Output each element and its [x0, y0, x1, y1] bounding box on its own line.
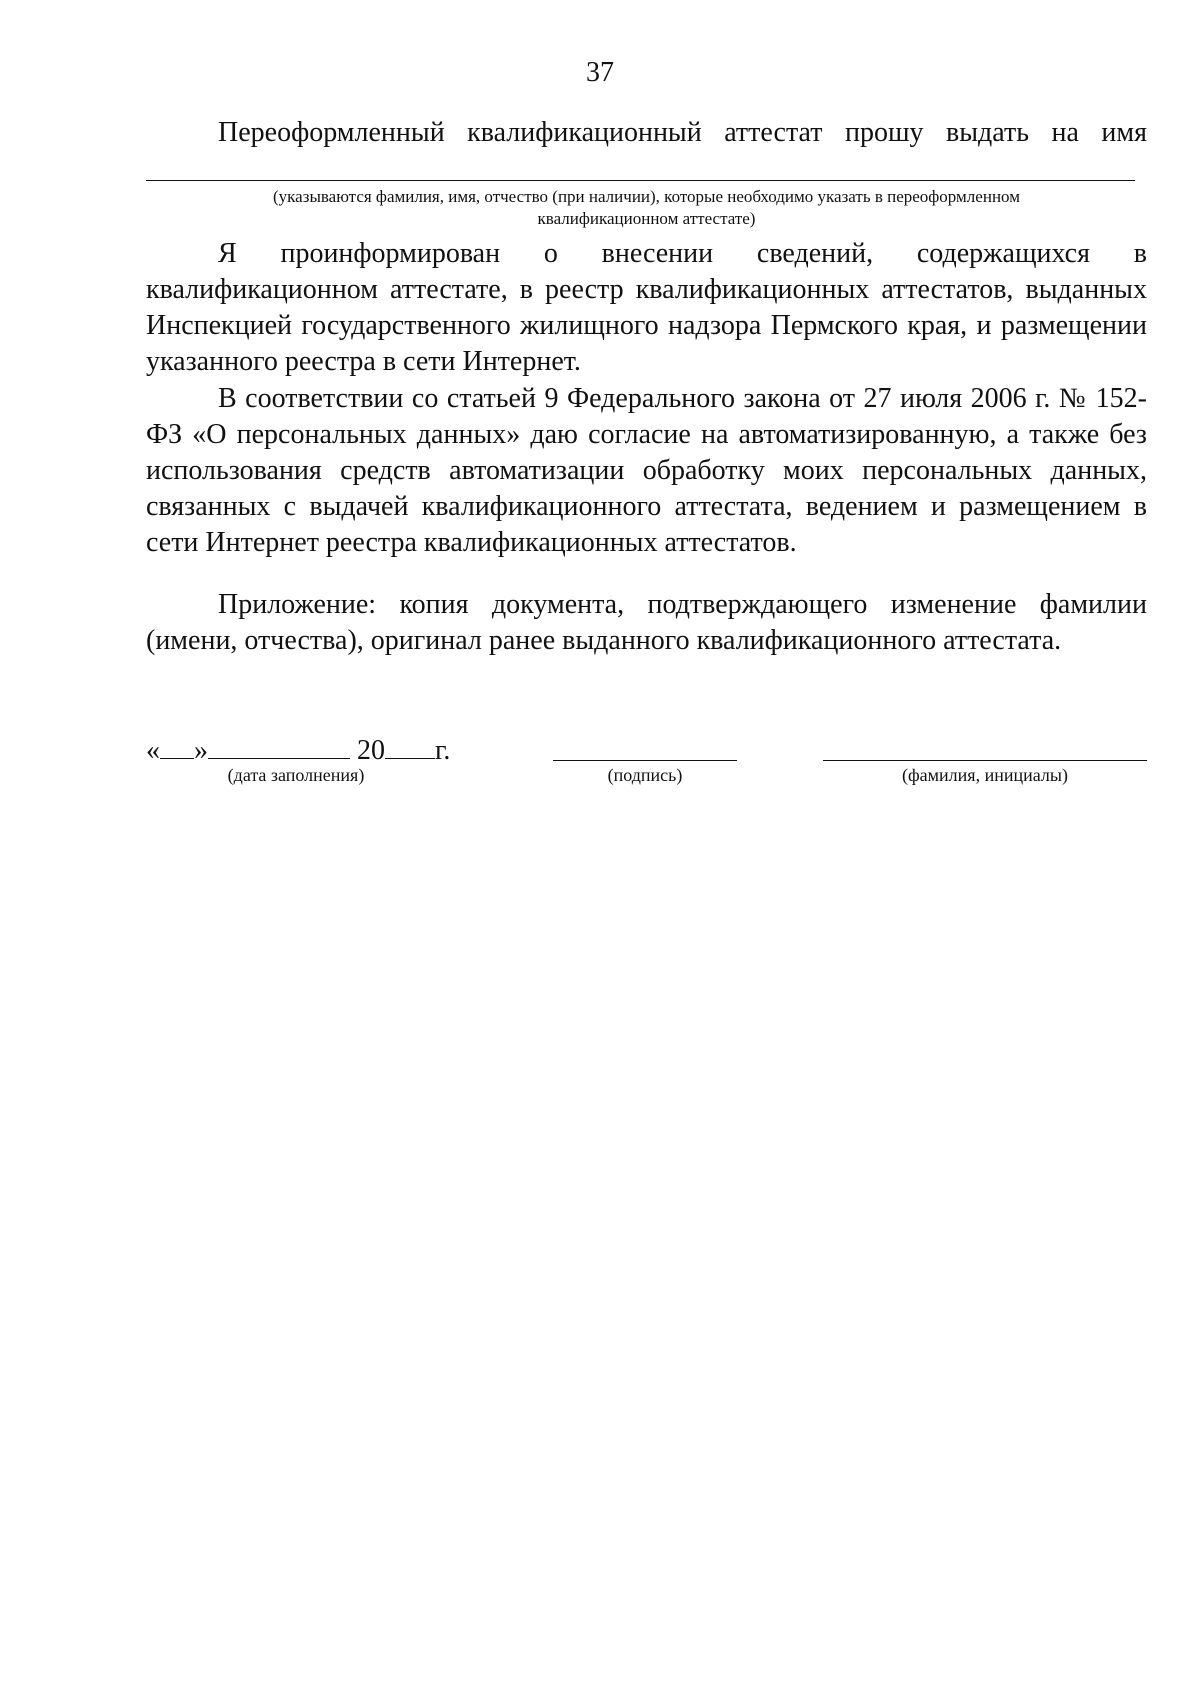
reissue-request-text: Переоформленный квалификационный аттестат прошу выдать на имя [218, 117, 1147, 148]
day-blank [160, 730, 194, 759]
year-blank [385, 730, 435, 759]
full-name-hint-line-1: (указываются фамилия, имя, отчество (при наличии), которые необходимо указать в переоформленном [273, 187, 1020, 206]
signature-caption: (подпись) [607, 765, 683, 785]
date-caption: (дата заполнения) [227, 765, 365, 785]
name-initials-caption: (фамилия, инициалы) [902, 765, 1068, 785]
quote-close: » [194, 735, 208, 766]
attachment-paragraph-block [146, 587, 1147, 659]
attachment-paragraph: Приложение: копия документа, подтверждающего изменение фамилии (имени, отчества), оригинал ранее выданного квалификационного аттестата. [146, 589, 1147, 656]
consent-paragraph-block [146, 381, 1147, 561]
century-text: 20 [357, 735, 385, 766]
quote-open: « [146, 735, 160, 766]
consent-paragraph: В соответствии со статьей 9 Федерального закона от 27 июля 2006 г. № 152-ФЗ «О персональных данных» даю согласие на автоматизированную, а также без использования средств автоматизации обработку моих персональных данных, связанных с выдачей квалификационного аттестата, ведением и размещением в сети Интернет реестра квалификационных аттестатов. [146, 383, 1147, 558]
signature-row [0, 730, 1200, 790]
full-name-hint [146, 186, 1147, 230]
informed-paragraph: Я проинформирован о внесении сведений, содержащихся в квалификационном аттестате, в реестр квалификационных аттестатов, выданных Инспекцией государственного жилищного надзора Пермского края, и размещении указанного реестра в сети Интернет. [146, 238, 1147, 377]
informed-paragraph-block [146, 236, 1147, 380]
year-suffix: г. [435, 735, 451, 766]
full-name-blank-line [146, 180, 1135, 181]
full-name-hint-line-2: квалификационном аттестате) [537, 209, 756, 228]
page-number: 37 [586, 57, 614, 88]
signature-blank-line [553, 760, 737, 761]
month-blank [208, 730, 350, 759]
name-initials-blank-line [823, 760, 1147, 761]
